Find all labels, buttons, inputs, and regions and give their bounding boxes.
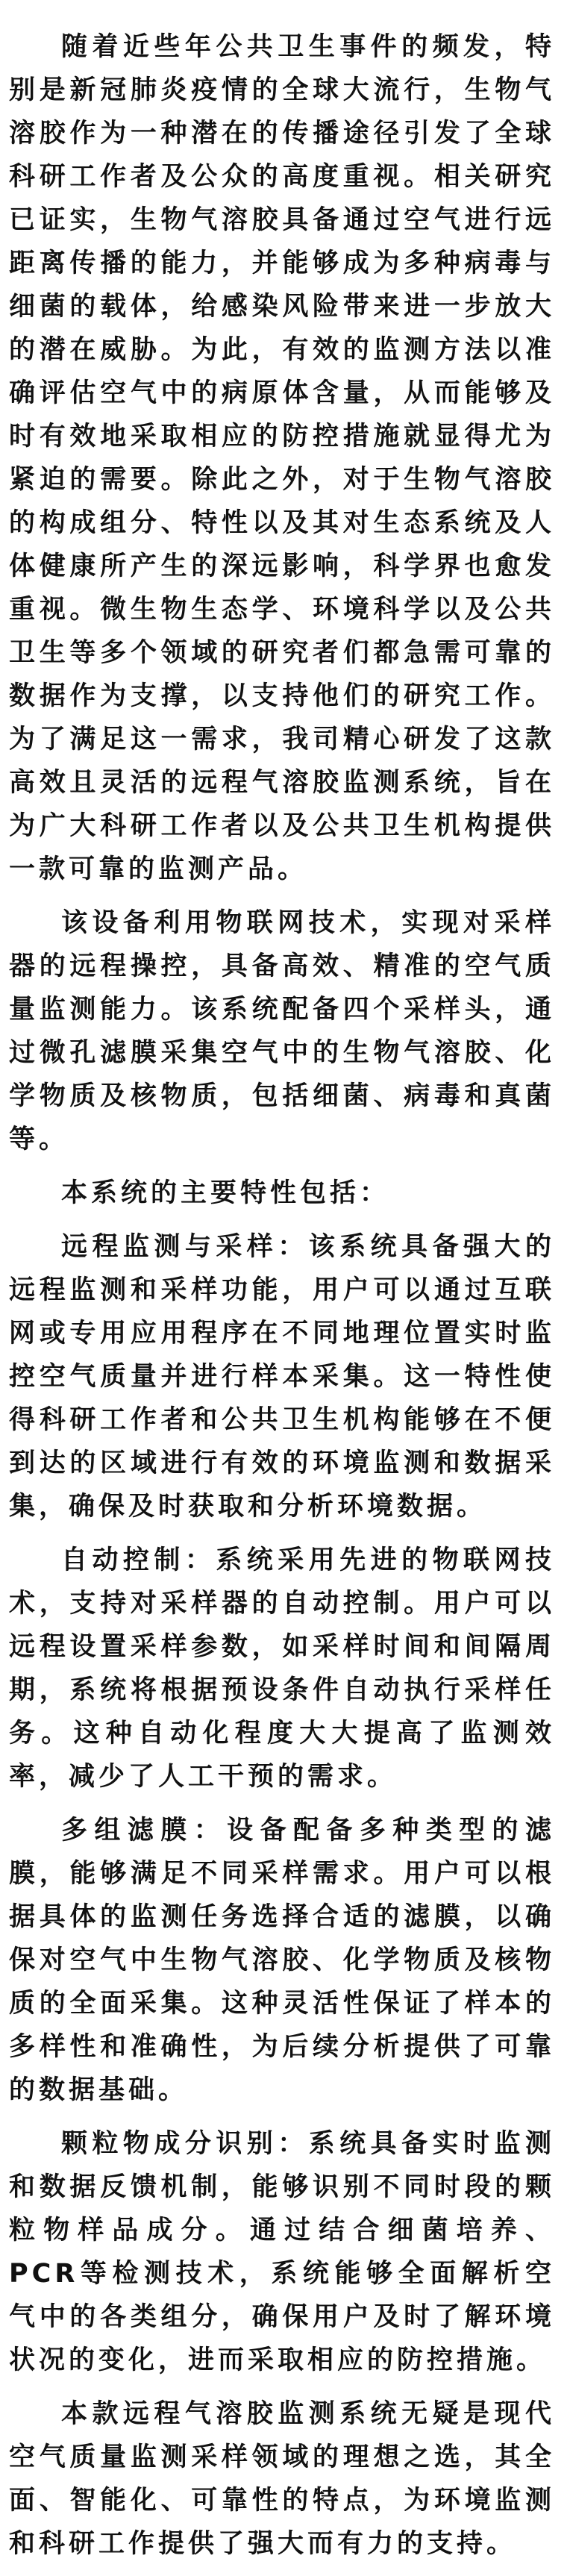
feature-particle-identification-paragraph: 颗粒物成分识别：系统具备实时监测和数据反馈机制，能够识别不同时段的颗粒物样品成分。通过结合细菌培养、PCR等检测技术，系统能够全面解析空气中的各类组分，确保用户及时了解环境状况的变化，进而采取相应的防控措施。 bbox=[9, 2129, 555, 2375]
conclusion-paragraph: 本款远程气溶胶监测系统无疑是现代空气质量监测采样领域的理想之选，其全面、智能化、可靠性的特点，为环境监测和科研工作提供了强大而有力的支持。 bbox=[9, 2399, 555, 2559]
features-heading-paragraph: 本系统的主要特性包括： bbox=[61, 1178, 390, 1208]
feature-auto-control-paragraph: 自动控制：系统采用先进的物联网技术，支持对采样器的自动控制。用户可以远程设置采样参数，如采样时间和间隔周期，系统将根据预设条件自动执行采样任务。这种自动化程度大大提高了监测效率，减少了人工干预的需求。 bbox=[9, 1545, 555, 1792]
intro-paragraph: 随着近些年公共卫生事件的频发，特别是新冠肺炎疫情的全球大流行，生物气溶胶作为一种潜在的传播途径引发了全球科研工作者及公众的高度重视。相关研究已证实，生物气溶胶具备通过空气进行远距离传播的能力，并能够成为多种病毒与细菌的载体，给感染风险带来进一步放大的潜在威胁。为此，有效的监测方法以准确评估空气中的病原体含量，从而能够及时有效地采取相应的防控措施就显得尤为紧迫的需要。除此之外，对于生物气溶胶的构成组分、特性以及其对生态系统及人体健康所产生的深远影响，科学界也愈发重视。微生物生态学、环境科学以及公共卫生等多个领域的研究者们都急需可靠的数据作为支撑，以支持他们的研究工作。为了满足这一需求，我司精心研发了这款高效且灵活的远程气溶胶监测系统，旨在为广大科研工作者以及公共卫生机构提供一款可靠的监测产品。 bbox=[9, 32, 555, 884]
feature-multi-filter-paragraph: 多组滤膜：设备配备多种类型的滤膜，能够满足不同采样需求。用户可以根据具体的监测任务选择合适的滤膜，以确保对空气中生物气溶胶、化学物质及核物质的全面采集。这种灵活性保证了样本的多样性和准确性，为后续分析提供了可靠的数据基础。 bbox=[9, 1816, 555, 2105]
feature-remote-monitoring-paragraph: 远程监测与采样：该系统具备强大的远程监测和采样功能，用户可以通过互联网或专用应用程序在不同地理位置实时监控空气质量并进行样本采集。这一特性使得科研工作者和公共卫生机构能够在不便到达的区域进行有效的环境监测和数据采集，确保及时获取和分析环境数据。 bbox=[9, 1232, 555, 1522]
device-overview-paragraph: 该设备利用物联网技术，实现对采样器的远程操控，具备高效、精准的空气质量监测能力。该系统配备四个采样头，通过微孔滤膜采集空气中的生物气溶胶、化学物质及核物质，包括细菌、病毒和真菌等。 bbox=[9, 908, 555, 1154]
